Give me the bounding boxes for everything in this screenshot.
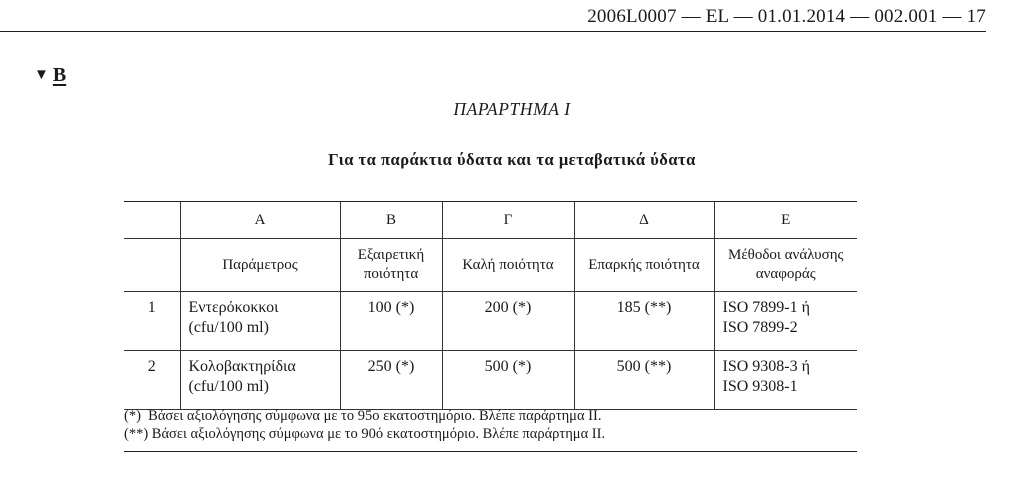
column-header-cell: Εξαιρετική ποιότητα (340, 239, 442, 292)
excellent-value: 100 (*) (340, 292, 442, 351)
triangle-down-icon: ▼ (34, 67, 49, 83)
parameter-cell (180, 351, 340, 410)
column-letter-cell: Α (180, 202, 340, 239)
column-letter-cell (124, 202, 180, 239)
parameter-cell (180, 292, 340, 351)
sufficient-value: 185 (**) (574, 292, 714, 351)
column-letter-cell: Δ (574, 202, 714, 239)
parameter-name: Κολοβακτηρίδια (188, 358, 296, 375)
method-line: ISO 9308-1 (722, 378, 798, 395)
column-header-cell: Επαρκής ποιότητα (574, 239, 714, 292)
column-letter-cell: Γ (442, 202, 574, 239)
good-value: 200 (*) (442, 292, 574, 351)
column-letter-cell: Ε (714, 202, 857, 239)
method-line: ISO 7899-2 (722, 319, 798, 336)
row-number: 1 (124, 292, 180, 351)
document-reference: 2006L0007 — EL — 01.01.2014 — 002.001 — 17 (587, 6, 986, 27)
footnotes-bottom-rule (124, 451, 857, 452)
method-cell (714, 292, 857, 351)
annex-subtitle: Για τα παράκτια ύδατα και τα μεταβατικά ύδατα (328, 150, 696, 169)
parameter-name: Εντερόκοκκοι (188, 299, 279, 316)
header-divider (0, 31, 986, 32)
quality-table (124, 201, 857, 410)
table-footnotes (124, 407, 857, 443)
parameter-unit: (cfu/100 ml) (188, 378, 269, 395)
amendment-marker-letter: B (52, 64, 67, 86)
column-header-cell (124, 239, 180, 292)
column-letter-cell: Β (340, 202, 442, 239)
table-row (124, 292, 857, 351)
column-header-row (124, 239, 857, 292)
table-row (124, 351, 857, 410)
column-header-cell: Καλή ποιότητα (442, 239, 574, 292)
parameter-unit: (cfu/100 ml) (188, 319, 269, 336)
amendment-marker (34, 64, 66, 87)
column-letter-row (124, 202, 857, 239)
column-header-cell: Μέθοδοι ανάλυσης αναφοράς (714, 239, 857, 292)
row-number: 2 (124, 351, 180, 410)
good-value: 500 (*) (442, 351, 574, 410)
annex-title: ΠΑΡΑΡΤΗΜΑ Ι (453, 99, 571, 119)
method-cell (714, 351, 857, 410)
excellent-value: 250 (*) (340, 351, 442, 410)
method-line: ISO 9308-3 ή (722, 358, 810, 375)
sufficient-value: 500 (**) (574, 351, 714, 410)
method-line: ISO 7899-1 ή (722, 299, 810, 316)
footnote: (**) Βάσει αξιολόγησης σύμφωνα με το 90ό εκατοστημόριο. Βλέπε παράρτημα II. (124, 426, 606, 442)
footnote: (*) Βάσει αξιολόγησης σύμφωνα με το 95ο εκατοστημόριο. Βλέπε παράρτημα II. (124, 408, 602, 424)
column-header-cell: Παράμετρος (180, 239, 340, 292)
